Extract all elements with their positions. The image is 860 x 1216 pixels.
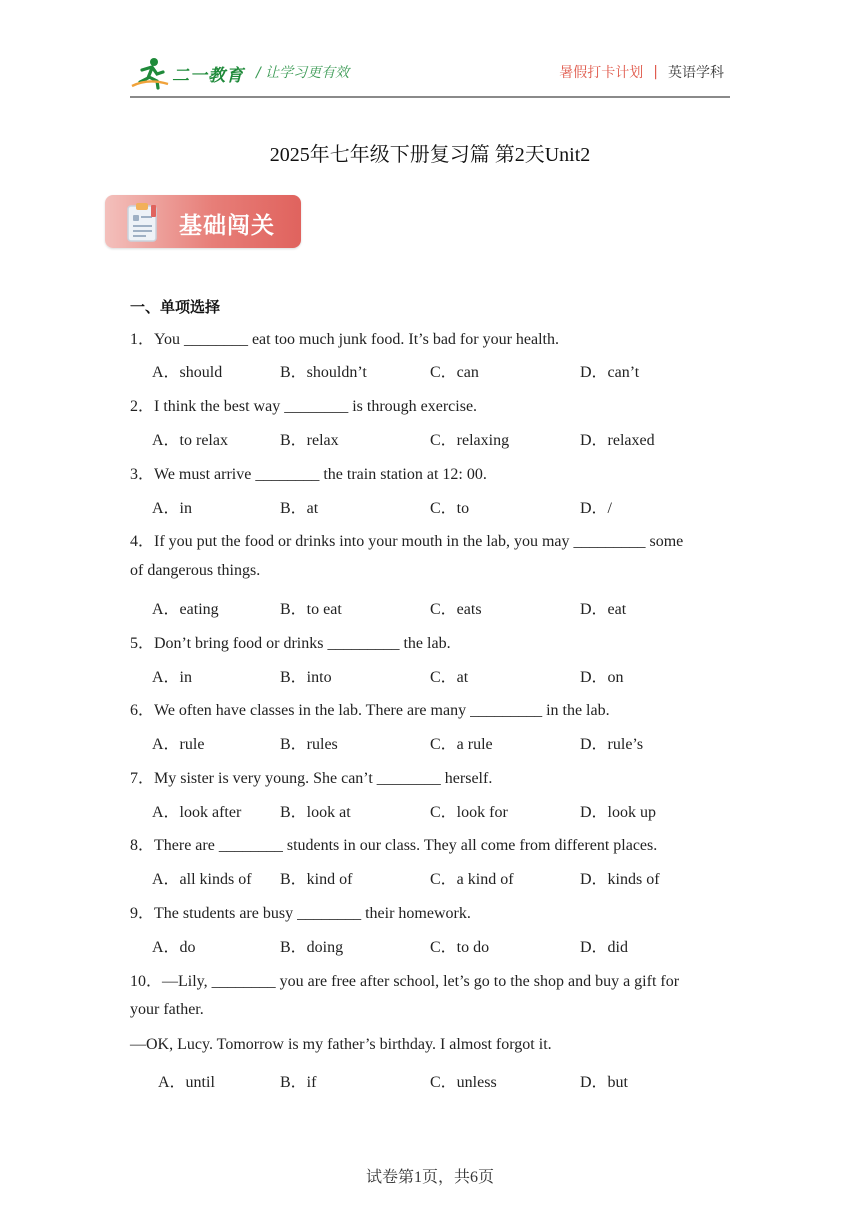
answer-option[interactable]: C．unless [430, 1074, 497, 1091]
banner-text: 基础闯关 [179, 213, 275, 239]
question-text: 10．—Lily, ________ you are free after school, let’s go to the shop and buy a gift for [130, 973, 680, 990]
answer-option[interactable]: A．in [152, 500, 193, 517]
answer-option[interactable]: B．rules [280, 736, 338, 753]
answer-option[interactable]: D．kinds of [580, 871, 660, 888]
question-text: 7．My sister is very young. She can’t ________ herself. [130, 770, 493, 787]
answer-option[interactable]: D．on [580, 669, 624, 686]
answer-option[interactable]: C．relaxing [430, 432, 510, 449]
answer-option[interactable]: B．look at [280, 804, 351, 821]
plan-label: 暑假打卡计划 [559, 65, 644, 81]
answer-option[interactable]: A．in [152, 669, 193, 686]
answer-option[interactable]: C．to do [430, 939, 490, 956]
answer-option[interactable]: A．rule [152, 736, 205, 753]
logo [130, 56, 244, 90]
answer-option[interactable]: B．to eat [280, 601, 342, 618]
question-text: 1．You ________ eat too much junk food. It’s bad for your health. [130, 331, 559, 348]
page-header [130, 52, 730, 96]
slogan: / 让学习更有效 [256, 65, 350, 81]
answer-options [0, 495, 860, 517]
answer-options [0, 934, 860, 956]
clipboard-icon [125, 201, 161, 243]
question-text: 5．Don’t bring food or drinks _________ the lab. [130, 635, 451, 652]
answer-option[interactable]: C．a rule [430, 736, 493, 753]
answer-option[interactable]: B．relax [280, 432, 339, 449]
answer-options [0, 866, 860, 888]
header-right [559, 62, 724, 82]
section-heading: 一、单项选择 [130, 298, 221, 316]
runner-logo-icon [130, 56, 170, 90]
answer-option[interactable]: A．should [152, 364, 223, 381]
answer-option[interactable]: B．kind of [280, 871, 353, 888]
answer-option[interactable]: D．rule’s [580, 736, 644, 753]
question-text: 2．I think the best way ________ is through exercise. [130, 398, 478, 415]
answer-options [0, 359, 860, 381]
page-title: 2025年七年级下册复习篇 第2天Unit2 [269, 144, 591, 166]
section-banner [105, 195, 301, 248]
answer-option[interactable]: D．relaxed [580, 432, 655, 449]
answer-options [0, 596, 860, 618]
logo-text: 二一教育 [172, 65, 244, 86]
answer-option[interactable]: B．if [280, 1074, 317, 1091]
answer-option[interactable]: B．into [280, 669, 332, 686]
question-text: 4．If you put the food or drinks into your mouth in the lab, you may _________ some [130, 533, 684, 550]
question-text: 3．We must arrive ________ the train station at 12: 00. [130, 466, 487, 483]
question-text: your father. [130, 1001, 204, 1018]
answer-option[interactable]: A．look after [152, 804, 242, 821]
header-divider [130, 96, 730, 98]
question-text: of dangerous things. [130, 562, 261, 579]
answer-options [0, 664, 860, 686]
answer-option[interactable]: A．eating [152, 601, 219, 618]
answer-option[interactable]: B．shouldn’t [280, 364, 367, 381]
page-footer: 试卷第1页，共6页 [365, 1169, 494, 1186]
answer-option[interactable]: A．do [152, 939, 196, 956]
subject-label: 英语学科 [668, 65, 724, 81]
answer-option[interactable]: D．look up [580, 804, 657, 821]
answer-option[interactable]: D．but [580, 1074, 629, 1091]
answer-option[interactable]: C．look for [430, 804, 508, 821]
answer-option[interactable]: C．to [430, 500, 470, 517]
question-text: 8．There are ________ students in our class. They all come from different places. [130, 837, 658, 854]
answer-option[interactable]: A．all kinds of [152, 871, 252, 888]
answer-option[interactable]: C．at [430, 669, 469, 686]
answer-option[interactable]: A．until [158, 1074, 215, 1091]
answer-option[interactable]: B．doing [280, 939, 344, 956]
answer-option[interactable]: D．/ [580, 500, 613, 517]
answer-option[interactable]: D．did [580, 939, 629, 956]
answer-option[interactable]: D．eat [580, 601, 627, 618]
answer-option[interactable]: C．eats [430, 601, 482, 618]
answer-options [0, 427, 860, 449]
answer-options [0, 731, 860, 753]
question-text: 9．The students are busy ________ their homework. [130, 905, 471, 922]
answer-option[interactable]: A．to relax [152, 432, 228, 449]
answer-option[interactable]: C．a kind of [430, 871, 514, 888]
answer-option[interactable]: C．can [430, 364, 479, 381]
answer-options [0, 1069, 860, 1091]
header-separator: | [653, 64, 658, 80]
answer-option[interactable]: D．can’t [580, 364, 640, 381]
question-text: 6．We often have classes in the lab. There are many _________ in the lab. [130, 702, 610, 719]
question-text: —OK, Lucy. Tomorrow is my father’s birthday. I almost forgot it. [130, 1036, 552, 1053]
answer-options [0, 799, 860, 821]
answer-option[interactable]: B．at [280, 500, 319, 517]
